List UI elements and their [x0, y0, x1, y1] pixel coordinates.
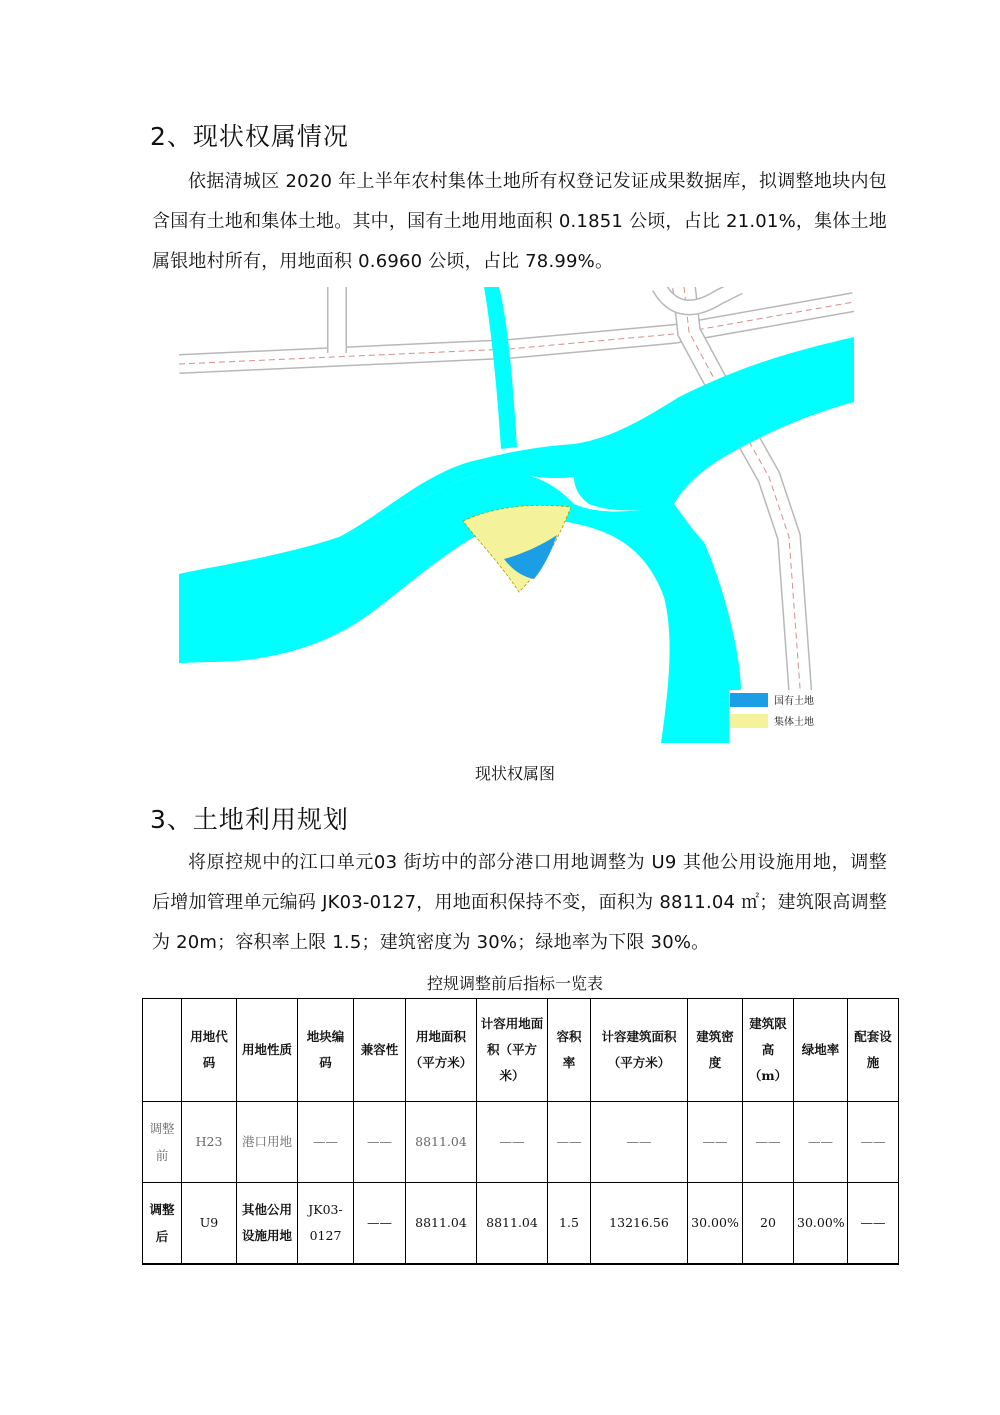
header-plot-code: 地块编码 [298, 999, 354, 1102]
header-plot-ratio: 容积率 [548, 999, 591, 1102]
header-far-land-area: 计容用地面积（平方米） [477, 999, 548, 1102]
table-cell: 13216.56 [591, 1183, 688, 1265]
legend-label-collective: 集体土地 [774, 717, 814, 728]
table-row-after [143, 1183, 899, 1265]
table-cell: H23 [182, 1102, 237, 1183]
map-legend [729, 690, 854, 743]
table-row-before [143, 1102, 899, 1183]
land-parcels [463, 505, 571, 592]
table-title: 控规调整前后指标一览表 [426, 974, 603, 993]
table-cell: —— [477, 1102, 548, 1183]
indicator-table [142, 998, 899, 1265]
section-2-paragraph: 依据清城区 2020 年上半年农村集体土地所有权登记发证成果数据库，拟调整地块内包含国有土地和集体土地。其中，国有土地用地面积 0.1851 公顷，占比 21.01%，集体土地属银地村所有，用地面积 0.6960 公顷，占比 78.99%。 [152, 171, 887, 272]
header-blank [143, 999, 182, 1102]
legend-swatch-state-owned [730, 693, 768, 707]
header-height-limit: 建筑限高（m） [743, 999, 794, 1102]
collective-land-parcel [463, 505, 571, 592]
table-cell: 港口用地 [237, 1102, 298, 1183]
table-cell: 8811.04 [406, 1102, 477, 1183]
table-cell: —— [794, 1102, 848, 1183]
table-cell: —— [688, 1102, 743, 1183]
legend-swatch-collective [730, 714, 768, 728]
header-compatibility: 兼容性 [354, 999, 406, 1102]
header-land-code: 用地代码 [182, 999, 237, 1102]
header-facilities: 配套设施 [848, 999, 899, 1102]
table-cell: —— [743, 1102, 794, 1183]
table-cell: —— [354, 1183, 406, 1265]
table-cell: U9 [182, 1183, 237, 1265]
table-cell: 20 [743, 1183, 794, 1265]
table-cell: —— [848, 1102, 899, 1183]
table-cell: —— [591, 1102, 688, 1183]
table-cell: 其他公用设施用地 [237, 1183, 298, 1265]
header-land-area: 用地面积（平方米） [406, 999, 477, 1102]
table-cell: JK03-0127 [298, 1183, 354, 1265]
header-green-ratio: 绿地率 [794, 999, 848, 1102]
header-land-use: 用地性质 [237, 999, 298, 1102]
table-cell: —— [354, 1102, 406, 1183]
header-building-density: 建筑密度 [688, 999, 743, 1102]
table-header-row [143, 999, 899, 1102]
table-cell: —— [298, 1102, 354, 1183]
table-cell: —— [548, 1102, 591, 1183]
table-cell: 30.00% [688, 1183, 743, 1265]
table-cell: 1.5 [548, 1183, 591, 1265]
legend-label-state-owned: 国有土地 [774, 696, 814, 707]
section-3-heading: 3、土地利用规划 [150, 805, 349, 834]
river-body [179, 472, 741, 743]
table-cell: 30.00% [794, 1183, 848, 1265]
table-cell: —— [848, 1183, 899, 1265]
section-3-paragraph: 将原控规中的江口单元03 街坊中的部分港口用地调整为 U9 其他公用设施用地，调整后增加管理单元编码 JK03-0127，用地面积保持不变，面积为 8811.04 ㎡；建筑限高调整为 20m；容积率上限 1.5；建筑密度为 30%；绿地率为下限 30%。 [152, 852, 887, 953]
river-north-channel [484, 287, 517, 449]
table-cell: 8811.04 [477, 1183, 548, 1265]
row-stage-label: 调整后 [143, 1183, 182, 1265]
table-cell: 8811.04 [406, 1183, 477, 1265]
section-2-heading: 2、现状权属情况 [150, 122, 349, 151]
ownership-map [179, 287, 854, 743]
map-caption: 现状权属图 [474, 764, 555, 783]
row-stage-label: 调整前 [143, 1102, 182, 1183]
header-far-floor-area: 计容建筑面积（平方米） [591, 999, 688, 1102]
